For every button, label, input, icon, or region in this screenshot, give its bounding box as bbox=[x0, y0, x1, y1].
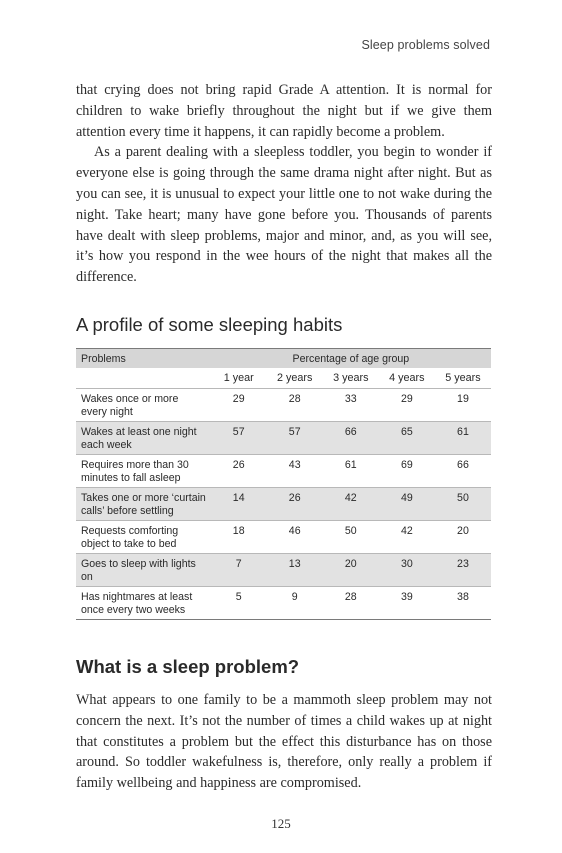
table-row bbox=[76, 554, 491, 587]
table-cell: 28 bbox=[267, 389, 323, 422]
table-cell: 29 bbox=[211, 389, 267, 422]
section-text bbox=[76, 690, 492, 794]
table-cell: 66 bbox=[323, 422, 379, 455]
table-cell: 61 bbox=[323, 455, 379, 488]
problem-label: Requires more than 30 minutes to fall asleep bbox=[76, 455, 211, 488]
problem-label: Takes one or more ‘curtain calls’ before settling bbox=[76, 488, 211, 521]
running-head: Sleep problems solved bbox=[361, 38, 490, 52]
table-cell: 49 bbox=[379, 488, 435, 521]
table-cell: 66 bbox=[435, 455, 491, 488]
table-header-row bbox=[76, 349, 491, 369]
section-heading: What is a sleep problem? bbox=[76, 656, 300, 677]
table-cell: 50 bbox=[323, 521, 379, 554]
problems-column-header: Problems bbox=[76, 349, 211, 369]
table-row bbox=[76, 455, 491, 488]
table-row bbox=[76, 422, 491, 455]
table-cell: 46 bbox=[267, 521, 323, 554]
table-cell: 30 bbox=[379, 554, 435, 587]
table-cell: 42 bbox=[379, 521, 435, 554]
table-cell: 57 bbox=[211, 422, 267, 455]
table-title: A profile of some sleeping habits bbox=[76, 314, 343, 335]
table-cell: 61 bbox=[435, 422, 491, 455]
age-group-spacer bbox=[76, 368, 211, 389]
age-group-header: 4 years bbox=[379, 368, 435, 389]
table-row bbox=[76, 587, 491, 620]
table-cell: 50 bbox=[435, 488, 491, 521]
problem-label: Wakes at least one night each week bbox=[76, 422, 211, 455]
intro-text bbox=[76, 80, 492, 288]
table-cell: 29 bbox=[379, 389, 435, 422]
problem-label: Requests comforting object to take to bed bbox=[76, 521, 211, 554]
table-cell: 57 bbox=[267, 422, 323, 455]
table-cell: 69 bbox=[379, 455, 435, 488]
table-row bbox=[76, 521, 491, 554]
problem-label: Goes to sleep with lights on bbox=[76, 554, 211, 587]
table-cell: 26 bbox=[211, 455, 267, 488]
table-cell: 39 bbox=[379, 587, 435, 620]
table-cell: 5 bbox=[211, 587, 267, 620]
age-group-header: 5 years bbox=[435, 368, 491, 389]
intro-paragraph: As a parent dealing with a sleepless toddler, you begin to wonder if everyone else is going through the same drama night after night. But as you can see, it is unusual to expect your little one to not wake during the night. Take heart; many have gone before you. Thousands of parents have dealt with sleep problems, major and minor, and, as you will see, it’s how you respond in the wee hours of the night that makes all the difference. bbox=[76, 144, 492, 286]
table-cell: 13 bbox=[267, 554, 323, 587]
table-cell: 7 bbox=[211, 554, 267, 587]
intro-paragraph: that crying does not bring rapid Grade A attention. It is normal for children to wake briefly throughout the night but if we give them attention every time it happens, it can rapidly become a problem. bbox=[76, 82, 492, 140]
table-cell: 65 bbox=[379, 422, 435, 455]
problem-label: Wakes once or more every night bbox=[76, 389, 211, 422]
table-row bbox=[76, 389, 491, 422]
sleeping-habits-table bbox=[76, 348, 491, 620]
table-cell: 28 bbox=[323, 587, 379, 620]
table-cell: 38 bbox=[435, 587, 491, 620]
table-cell: 19 bbox=[435, 389, 491, 422]
table-cell: 33 bbox=[323, 389, 379, 422]
age-group-header-row bbox=[76, 368, 491, 389]
problem-label: Has nightmares at least once every two weeks bbox=[76, 587, 211, 620]
age-group-header: 2 years bbox=[267, 368, 323, 389]
table-cell: 20 bbox=[323, 554, 379, 587]
table-cell: 26 bbox=[267, 488, 323, 521]
table-cell: 43 bbox=[267, 455, 323, 488]
percentage-column-header: Percentage of age group bbox=[211, 349, 491, 369]
section-paragraph: What appears to one family to be a mammoth sleep problem may not concern the next. It’s not the number of times a child wakes up at night that constitutes a problem but the effect this disturbance has on those around. So toddler wakefulness is, therefore, only really a problem if family wellbeing and happiness are compromised. bbox=[76, 692, 492, 792]
table-cell: 14 bbox=[211, 488, 267, 521]
page-number: 125 bbox=[271, 816, 291, 831]
age-group-header: 3 years bbox=[323, 368, 379, 389]
table-cell: 42 bbox=[323, 488, 379, 521]
table-cell: 20 bbox=[435, 521, 491, 554]
table-cell: 23 bbox=[435, 554, 491, 587]
table-cell: 18 bbox=[211, 521, 267, 554]
table-row bbox=[76, 488, 491, 521]
age-group-header: 1 year bbox=[211, 368, 267, 389]
table-cell: 9 bbox=[267, 587, 323, 620]
